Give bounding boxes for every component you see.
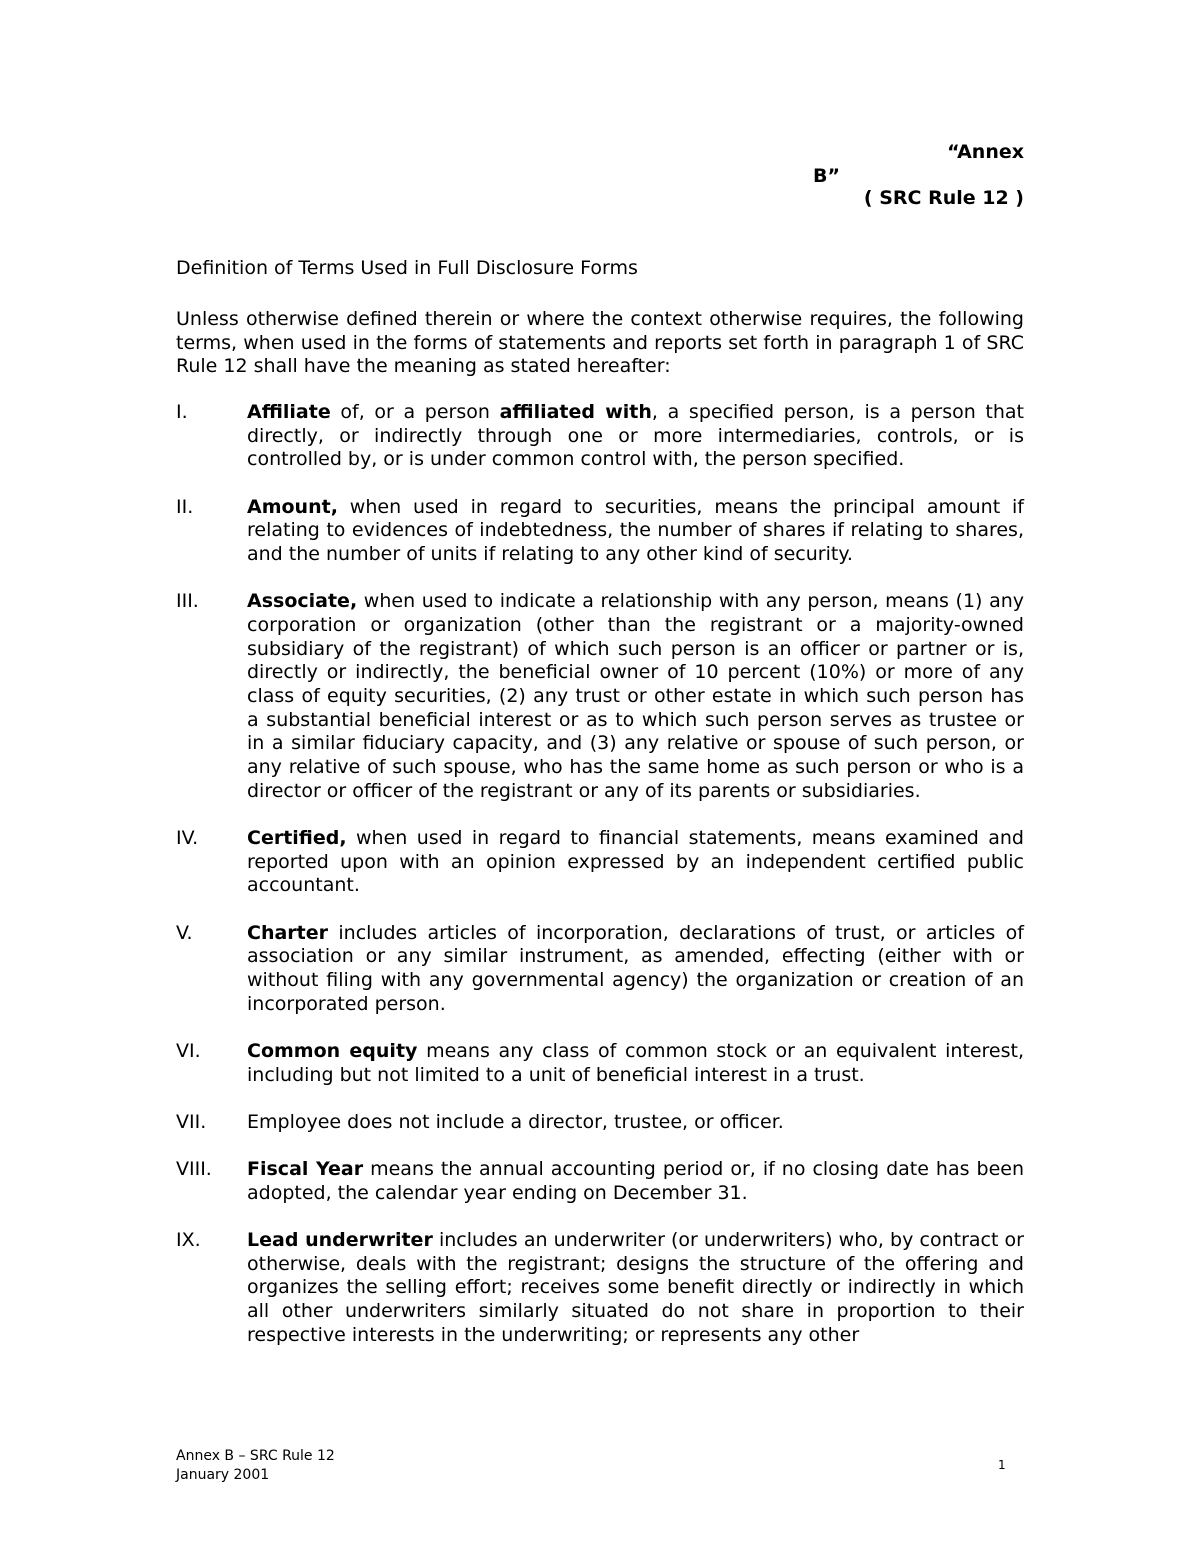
definition-item: [176, 1229, 1024, 1348]
definition-item: [176, 827, 1024, 898]
definition-number: I.: [176, 401, 188, 423]
definition-term: affiliated with: [499, 401, 652, 423]
definition-term: Charter: [247, 921, 329, 944]
definition-number: IV.: [176, 827, 199, 850]
definition-term: Fiscal Year: [247, 1158, 364, 1181]
definition-term: Common equity: [247, 1039, 418, 1062]
annex-heading-line1: “Annex: [947, 141, 1024, 163]
definition-number: VI.: [176, 1039, 201, 1062]
definition-body: [247, 1158, 1024, 1205]
definition-number: III.: [176, 590, 199, 613]
document-title: Definition of Terms Used in Full Disclosure Forms: [176, 257, 638, 279]
definition-item: [176, 922, 1024, 1017]
definition-text: , a specified person, is a person that directly, or indirectly through one or more intermediaries, controls, or is controlled by, or is under common control with, the person specified.: [247, 401, 1025, 471]
definition-text: when used in regard to financial statements, means examined and reported upon with an opinion expressed by an independent certified public accountant.: [247, 827, 1024, 897]
definition-term: Associate,: [247, 590, 358, 613]
definition-body: [247, 922, 1024, 1017]
definition-body: [247, 401, 1024, 472]
definition-number: VII.: [176, 1110, 207, 1133]
definition-text: includes articles of incorporation, declarations of trust, or articles of association or any similar instrument, as amended, effecting (either with or without filing with any governmental agency) the organization or creation of an incorporated person.: [247, 921, 1024, 1015]
definition-term: Amount,: [247, 495, 338, 518]
definition-text: when used in regard to securities, means the principal amount if relating to evidences of indebtedness, the number of shares if relating to shares, and the number of units if relating to any other kind of security.: [247, 495, 1024, 566]
definition-term: Certified,: [247, 827, 347, 850]
definitions-list: [176, 401, 1024, 1371]
definition-text: means any class of common stock or an equivalent interest, including but not limited to a unit of beneficial interest in a trust.: [247, 1039, 1025, 1086]
footer-annex-label: Annex B – SRC Rule 12: [176, 1448, 335, 1464]
definition-text: means the annual accounting period or, if no closing date has been adopted, the calendar year ending on December 31.: [247, 1158, 1024, 1204]
definition-item: [176, 401, 1024, 472]
definition-item: [176, 496, 1024, 567]
definition-body: [247, 590, 1024, 803]
page-footer: [176, 1447, 335, 1484]
page-number: 1: [998, 1458, 1006, 1472]
definition-body: [247, 827, 1024, 898]
definition-term: Lead underwriter: [247, 1228, 433, 1251]
footer-date: January 2001: [176, 1466, 270, 1483]
definition-item: [176, 1040, 1024, 1087]
definition-body: [247, 1040, 1024, 1087]
definition-item: [176, 590, 1024, 803]
definition-number: II.: [176, 495, 194, 518]
definition-item: [176, 1158, 1024, 1205]
definition-text: of, or a person: [330, 401, 500, 423]
definition-text: Employee does not include a director, trustee, or officer.: [247, 1110, 784, 1133]
annex-heading-line2: B”: [813, 165, 840, 187]
definition-number: IX.: [176, 1228, 201, 1251]
definition-item: [176, 1111, 1024, 1135]
definition-body: [247, 496, 1024, 567]
definition-text: includes an underwriter (or underwriters) who, by contract or otherwise, deals with the registrant; designs the structure of the offering and organizes the selling effort; receives some benefit directly or indirectly in which all other underwriters similarly situated do not share in proportion to their respective interests in the underwriting; or represents any other: [247, 1228, 1024, 1346]
definition-body: [247, 1229, 1024, 1348]
annex-heading-rule: ( SRC Rule 12 ): [863, 187, 1024, 209]
intro-paragraph: Unless otherwise defined therein or where the context otherwise requires, the following terms, when used in the forms of statements and reports set forth in paragraph 1 of SRC Rule 12 shall have the meaning as stated hereafter:: [176, 308, 1024, 378]
definition-body: [247, 1111, 1024, 1135]
definition-number: VIII.: [176, 1158, 212, 1181]
definition-text: when used to indicate a relationship with any person, means (1) any corporation or organization (other than the registrant or a majority-owned subsidiary of the registrant) of which such person is an officer or partner or is, directly or indirectly, the beneficial owner of 10 percent (10%) or more of any class of equity securities, (2) any trust or other estate in which such person has a substantial beneficial interest or as to which such person serves as trustee or in a similar fiduciary capacity, and (3) any relative or spouse of such person, or any relative of such spouse, who has the same home as such person or who is a director or officer of the registrant or any of its parents or subsidiaries.: [247, 590, 1024, 802]
definition-number: V.: [176, 921, 193, 944]
definition-term: Affiliate: [247, 401, 331, 423]
